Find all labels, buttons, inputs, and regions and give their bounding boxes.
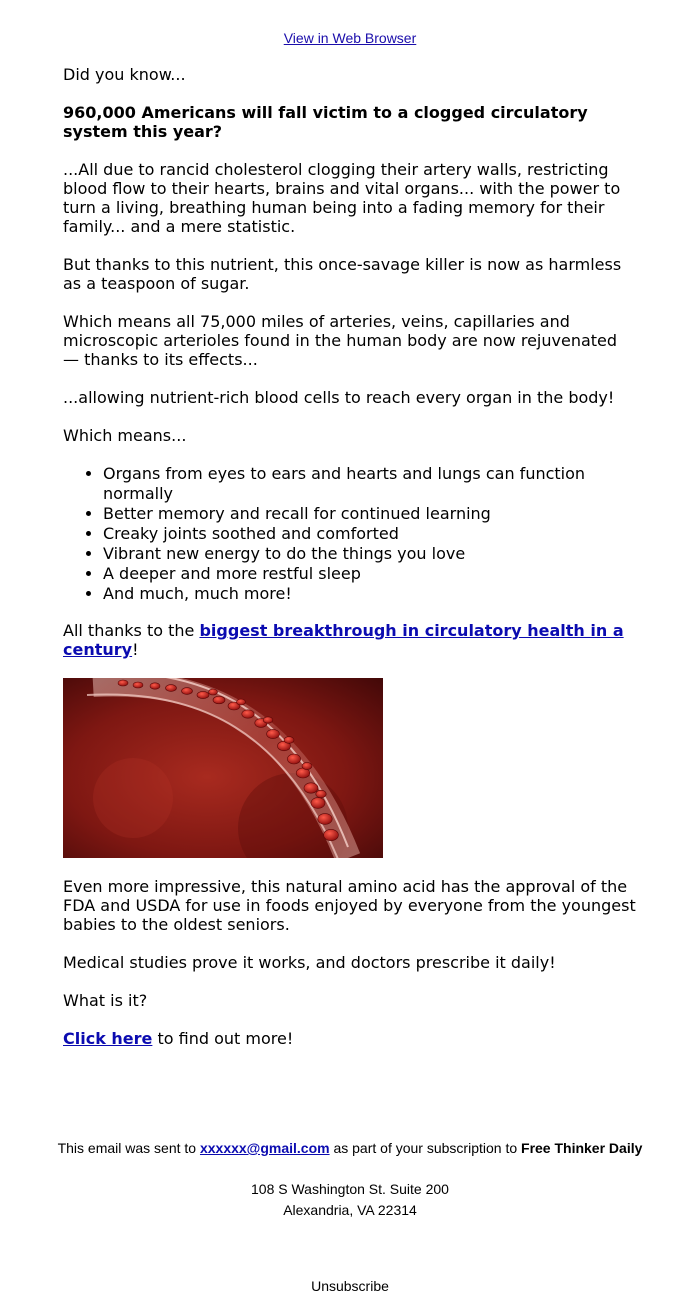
thanks-prefix: All thanks to the bbox=[63, 621, 200, 640]
hero-image-link[interactable] bbox=[63, 678, 383, 858]
footer-address bbox=[0, 1179, 700, 1221]
view-in-browser-link[interactable]: View in Web Browser bbox=[283, 30, 417, 46]
click-here-link[interactable]: Click here bbox=[63, 1029, 153, 1048]
headline: 960,000 Americans will fall victim to a clogged circulatory system this year? bbox=[63, 103, 588, 141]
footer-unsubscribe bbox=[0, 1276, 700, 1297]
unsubscribe-link[interactable]: Unsubscribe bbox=[311, 1278, 389, 1294]
email-link[interactable]: xxxxxx@gmail.com bbox=[199, 1140, 330, 1156]
paragraph-8: What is it? bbox=[63, 991, 148, 1010]
cta-paragraph bbox=[63, 1029, 638, 1048]
paragraph-7: Medical studies prove it works, and doctors prescribe it daily! bbox=[63, 953, 556, 972]
paragraph-5: Which means... bbox=[63, 426, 187, 445]
blood-vessel-image bbox=[63, 678, 383, 858]
breakthrough-link[interactable]: biggest breakthrough in circulatory health in a century bbox=[63, 621, 624, 659]
paragraph-6: Even more impressive, this natural amino acid has the approval of the FDA and USDA for use in foods enjoyed by everyone from the youngest babies to the oldest seniors. bbox=[63, 877, 636, 934]
intro-text: Did you know... bbox=[63, 65, 186, 84]
email-body bbox=[63, 65, 638, 1067]
list-item: • Vibrant new energy to do the things you love bbox=[103, 544, 638, 564]
list-item: • Organs from eyes to ears and hearts and lungs can function normally bbox=[103, 464, 638, 504]
paragraph-1: ...All due to rancid cholesterol clogging their artery walls, restricting blood flow to their hearts, brains and vital organs... with the power to turn a living, breathing human being into a fading memory for their family... and a mere statistic. bbox=[63, 160, 621, 236]
brand-name: Free Thinker Daily bbox=[521, 1140, 643, 1156]
thanks-paragraph bbox=[63, 621, 638, 659]
cta-suffix: to find out more! bbox=[152, 1029, 294, 1048]
address-line-2: Alexandria, VA 22314 bbox=[283, 1202, 417, 1218]
list-item: • A deeper and more restful sleep bbox=[103, 564, 638, 584]
paragraph-4: ...allowing nutrient-rich blood cells to reach every organ in the body! bbox=[63, 388, 615, 407]
footer-subscription-note bbox=[0, 1138, 700, 1159]
list-item: • And much, much more! bbox=[103, 584, 638, 604]
list-item: • Creaky joints soothed and comforted bbox=[103, 524, 638, 544]
sent-middle: as part of your subscription to bbox=[329, 1140, 522, 1156]
thanks-suffix: ! bbox=[132, 640, 139, 659]
paragraph-3: Which means all 75,000 miles of arteries, veins, capillaries and microscopic arterioles found in the human body are now rejuvenated — thanks to its effects... bbox=[63, 312, 618, 369]
address-line-1: 108 S Washington St. Suite 200 bbox=[251, 1181, 449, 1197]
list-item: • Better memory and recall for continued learning bbox=[103, 504, 638, 524]
top-bar bbox=[0, 30, 700, 46]
paragraph-2: But thanks to this nutrient, this once-savage killer is now as harmless as a teaspoon of sugar. bbox=[63, 255, 622, 293]
benefits-list bbox=[63, 464, 638, 604]
sent-prefix: This email was sent to bbox=[57, 1140, 200, 1156]
